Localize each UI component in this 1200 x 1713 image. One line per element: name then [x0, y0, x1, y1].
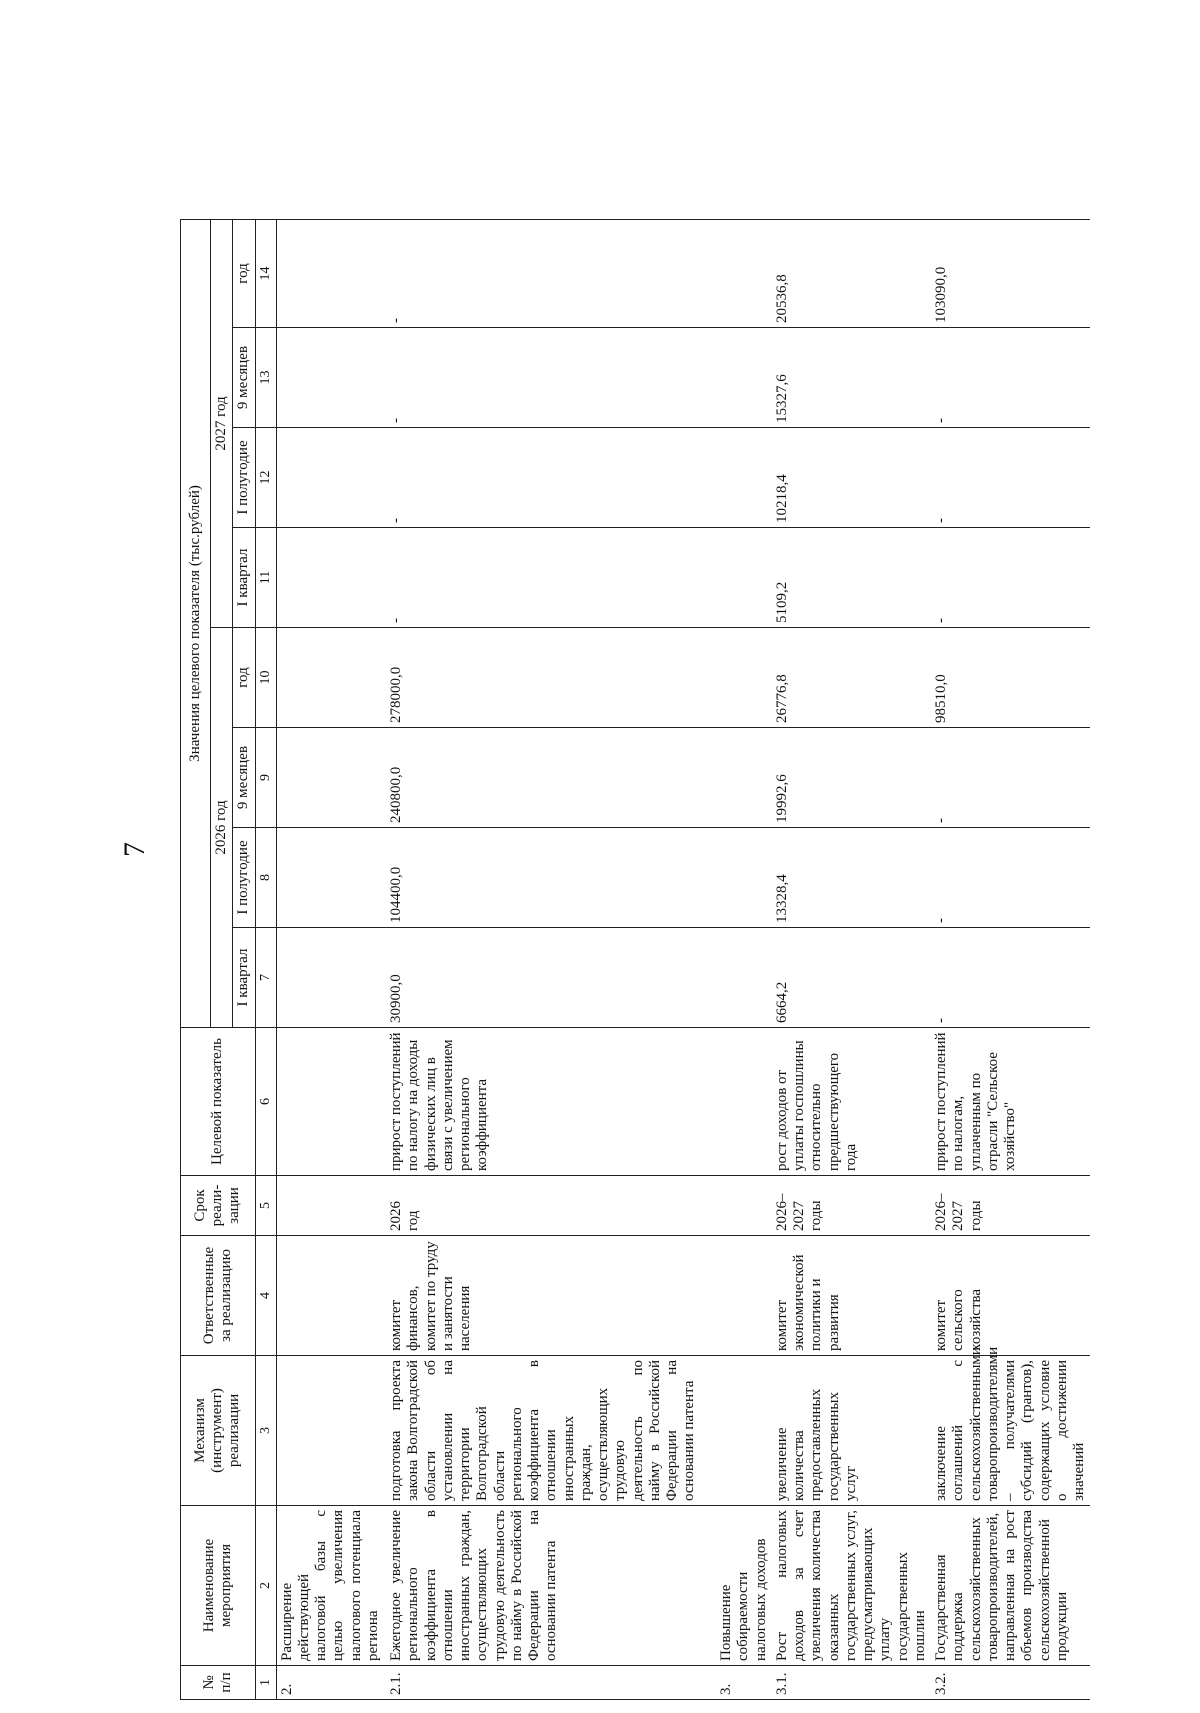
col-number: 6 [255, 1028, 276, 1176]
row-name: Государственная поддержка сельскохозяйственных товаропроизводителей, направленная на рост объемов производства сельскохозяйственной продукции [931, 1506, 1090, 1666]
header-mechanism: Механизм (инструмент) реализации [181, 1356, 256, 1506]
row-value [276, 328, 386, 428]
header-year-2027: 2027 год [211, 219, 233, 627]
row-value: - [931, 328, 1090, 428]
header-values-group: Значения целевого показателя (тыс.рублей) [181, 219, 211, 1027]
row-mechanism: увеличение количества предоставленных государственных услуг [772, 1356, 931, 1506]
row-value: 278000,0 [386, 628, 716, 728]
row-value [276, 428, 386, 528]
header-2027-m9: 9 месяцев [233, 328, 255, 428]
row-target [716, 1028, 772, 1176]
col-number: 14 [255, 219, 276, 327]
row-value: 13328,4 [772, 828, 931, 928]
row-name: Ежегодное увеличение регионального коэффициента в отношении иностранных граждан, осуществляющих трудовую деятельность по найму в Российской Федерации на основании патента [386, 1506, 716, 1666]
row-no: 3.2. [931, 1666, 1090, 1700]
row-value [716, 628, 772, 728]
row-value [276, 828, 386, 928]
row-value: - [931, 528, 1090, 628]
row-value: - [386, 328, 716, 428]
table-wrapper [180, 220, 1090, 1700]
col-number: 3 [255, 1356, 276, 1506]
row-value: 98510,0 [931, 628, 1090, 728]
row-value: - [931, 728, 1090, 828]
row-no: 2. [276, 1666, 386, 1700]
row-value [276, 528, 386, 628]
table-row [931, 219, 1090, 1699]
row-value: 30900,0 [386, 928, 716, 1028]
row-no: 3. [716, 1666, 772, 1700]
col-number: 12 [255, 428, 276, 528]
row-value [276, 219, 386, 327]
row-name: Расширение действующей налоговой базы с целью увеличения налогового потенциала региона [276, 1506, 386, 1666]
row-name: Рост налоговых доходов за счет увеличения количества оказанных государственных услуг, предусматривающих уплату государственных пошлин [772, 1506, 931, 1666]
row-value: 240800,0 [386, 728, 716, 828]
row-value [716, 219, 772, 327]
col-number: 5 [255, 1176, 276, 1236]
row-value [716, 428, 772, 528]
header-no: № п/п [181, 1666, 256, 1700]
row-value [276, 628, 386, 728]
row-value: - [931, 928, 1090, 1028]
col-number: 11 [255, 528, 276, 628]
measures-table [180, 219, 1090, 1700]
row-value: 20536,8 [772, 219, 931, 327]
col-number: 10 [255, 628, 276, 728]
row-value [716, 728, 772, 828]
header-target: Целевой показатель [181, 1028, 256, 1176]
row-value: 10218,4 [772, 428, 931, 528]
header-2026-q1: I квартал [233, 928, 255, 1028]
table-row [716, 219, 772, 1699]
header-year-2026: 2026 год [211, 628, 233, 1028]
row-value [276, 728, 386, 828]
row-no: 3.1. [772, 1666, 931, 1700]
row-value: - [386, 528, 716, 628]
header-2027-year: год [233, 219, 255, 327]
row-value: 15327,6 [772, 328, 931, 428]
row-responsible [276, 1236, 386, 1356]
col-number: 8 [255, 828, 276, 928]
header-2026-year: год [233, 628, 255, 728]
row-value: 104400,0 [386, 828, 716, 928]
row-value: - [931, 828, 1090, 928]
row-value: 5109,2 [772, 528, 931, 628]
row-mechanism [276, 1356, 386, 1506]
row-target [276, 1028, 386, 1176]
row-target: прирост поступлений по налогам, уплаченным по отрасли "Сельское хозяйство" [931, 1028, 1090, 1176]
row-value: - [386, 428, 716, 528]
header-responsible: Ответственные за реализацию [181, 1236, 256, 1356]
row-value [716, 928, 772, 1028]
row-term [716, 1176, 772, 1236]
row-value: 19992,6 [772, 728, 931, 828]
row-mechanism: заключение соглашений с сельскохозяйственными товаропроизводителями – получателями субсидий (грантов), содержащих условие о достижении значений [931, 1356, 1090, 1506]
row-term: 2026–2027 годы [931, 1176, 1090, 1236]
row-term: 2026–2027 годы [772, 1176, 931, 1236]
col-number: 13 [255, 328, 276, 428]
header-name: Наименование мероприятия [181, 1506, 256, 1666]
col-number: 2 [255, 1506, 276, 1666]
col-number: 9 [255, 728, 276, 828]
row-mechanism [716, 1356, 772, 1506]
row-target: прирост поступлений по налогу на доходы физических лиц в связи с увеличением регионального коэффициента [386, 1028, 716, 1176]
row-value: 103090,0 [931, 219, 1090, 327]
row-responsible: комитет экономической политики и развития [772, 1236, 931, 1356]
row-term [276, 1176, 386, 1236]
row-no: 2.1. [386, 1666, 716, 1700]
row-value [716, 328, 772, 428]
header-2026-h1: I полугодие [233, 828, 255, 928]
row-value [716, 828, 772, 928]
row-term: 2026 год [386, 1176, 716, 1236]
row-responsible [716, 1236, 772, 1356]
row-value [716, 528, 772, 628]
table-row [772, 219, 931, 1699]
header-2027-h1: I полугодие [233, 428, 255, 528]
row-value: - [386, 219, 716, 327]
row-target: рост доходов от уплаты госпошлины относительно предшествующего года [772, 1028, 931, 1176]
row-responsible: комитет сельского хозяйства [931, 1236, 1090, 1356]
row-value: 26776,8 [772, 628, 931, 728]
table-row [276, 219, 386, 1699]
col-number: 1 [255, 1666, 276, 1700]
row-name: Повышение собираемости налоговых доходов [716, 1506, 772, 1666]
row-value: 6664,2 [772, 928, 931, 1028]
row-mechanism: подготовка проекта закона Волгоградской области об установлении на территории Волгоградской области регионального коэффициента в отношении иностранных граждан, осуществляющих трудовую деятельность по найму в Российской Федерации на основании патента [386, 1356, 716, 1506]
table-row [386, 219, 716, 1699]
header-2026-m9: 9 месяцев [233, 728, 255, 828]
col-number: 7 [255, 928, 276, 1028]
header-2027-q1: I квартал [233, 528, 255, 628]
row-responsible: комитет финансов, комитет по труду и занятости населения [386, 1236, 716, 1356]
row-value [276, 928, 386, 1028]
header-term: Срок реали-зации [181, 1176, 256, 1236]
col-number: 4 [255, 1236, 276, 1356]
page-number: 7 [118, 842, 151, 857]
row-value: - [931, 428, 1090, 528]
